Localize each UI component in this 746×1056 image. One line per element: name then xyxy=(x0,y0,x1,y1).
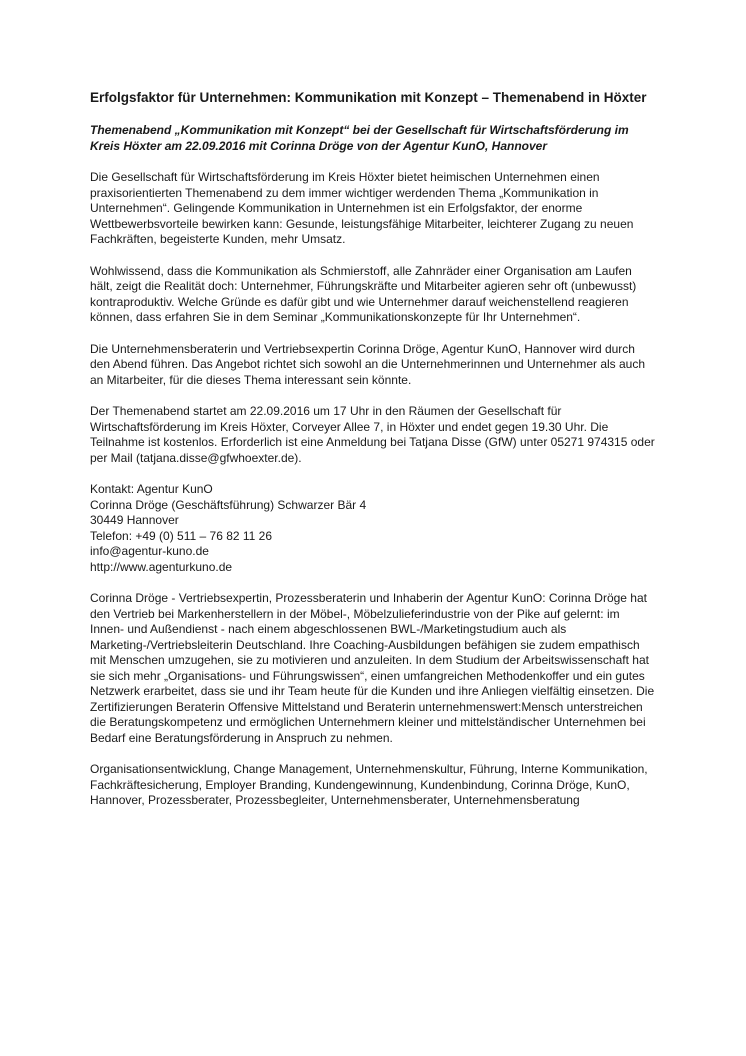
paragraph-bio: Corinna Dröge - Vertriebsexpertin, Prozessberaterin und Inhaberin der Agentur KunO: Corinna Dröge hat den Vertrieb bei Markenherstellern in der Möbel-, Möbelzulieferindustrie von der Pike auf gelernt: im Innen- und Außendienst - nach einem abgeschlossenen BWL-/Marketingstudium auch als Marketing-/Vertriebsleiterin Deutschland. Ihre Coaching-Ausbildungen befähigen sie zudem empathisch mit Menschen umzugehen, sie zu motivieren und anzuleiten. In dem Studium der Arbeitswissenschaft hat sie sich mehr „Organisations- und Führungswissen“, einen umfangreichen Methodenkoffer und ein gutes Netzwerk erarbeitet, dass sie und ihr Team heute für die Kunden und ihre Anliegen vielfältig einsetzen. Die Zertifizierungen Beraterin Offensive Mittelstand und Beraterin unternehmenswert:Mensch unterstreichen die Beratungskompetenz und ermöglichen Unternehmern kleiner und mittelständischer Unternehmen bei Bedarf eine Beratungsförderung in Anspruch zu nehmen. xyxy=(90,591,655,745)
contact-block xyxy=(90,482,656,575)
contact-line-website: http://www.agenturkuno.de xyxy=(90,559,233,574)
contact-line-city: 30449 Hannover xyxy=(90,513,179,527)
contact-line-company: Kontakt: Agentur KunO xyxy=(90,482,213,496)
paragraph-speaker: Die Unternehmensberaterin und Vertriebsexpertin Corinna Dröge, Agentur KunO, Hannover wird durch den Abend führen. Das Angebot richtet sich sowohl an die Unternehmerinnen und Unternehmer als auch an Mitarbeiter, für die dieses Thema interessant sein könnte. xyxy=(90,341,646,387)
contact-line-email: info@agentur-kuno.de xyxy=(90,544,209,558)
paragraph-keywords: Organisationsentwicklung, Change Management, Unternehmenskultur, Führung, Interne Kommunikation, Fachkräftesicherung, Employer Branding, Kundengewinnung, Kundenbindung, Corinna Dröge, KunO, Hannover, Prozessberater, Prozessbegleiter, Unternehmensberater, Unternehmensberatung xyxy=(90,762,648,807)
paragraph-event-details: Der Themenabend startet am 22.09.2016 um 17 Uhr in den Räumen der Gesellschaft für Wirtschaftsförderung im Kreis Höxter, Corveyer Allee 7, in Höxter und endet gegen 19.30 Uhr. Die Teilnahme ist kostenlos. Erforderlich ist eine Anmeldung bei Tatjana Disse (GfW) unter 05271 974315 oder per Mail (tatjana.disse@gfwhoexter.de). xyxy=(90,404,655,465)
contact-line-phone: Telefon: +49 (0) 511 – 76 82 11 26 xyxy=(90,528,273,543)
contact-line-person-address: Corinna Dröge (Geschäftsführung) Schwarzer Bär 4 xyxy=(90,497,367,512)
document-title: Erfolgsfaktor für Unternehmen: Kommunikation mit Konzept – Themenabend in Höxter xyxy=(90,90,647,105)
paragraph-lead: Die Gesellschaft für Wirtschaftsförderung im Kreis Höxter bietet heimischen Unternehmen einen praxisorientierten Themenabend zu dem immer wichtiger werdenden Thema „Kommunikation in Unternehmen“. Gelingende Kommunikation in Unternehmen ist ein Erfolgsfaktor, der enorme Wettbewerbsvorteile bewirken kann: Gesunde, leistungsfähige Mitarbeiter, leichterer Zugang zu neuen Fachkräften, begeisterte Kunden, mehr Umsatz. xyxy=(90,170,634,246)
document-subtitle: Themenabend „Kommunikation mit Konzept“ bei der Gesellschaft für Wirtschaftsförderung im Kreis Höxter am 22.09.2016 mit Corinna Dröge von der Agentur KunO, Hannover xyxy=(90,123,629,153)
paragraph-communication: Wohlwissend, dass die Kommunikation als Schmierstoff, alle Zahnräder einer Organisation am Laufen hält, zeigt die Realität doch: Unternehmer, Führungskräfte und Mitarbeiter agieren sehr oft (unbewusst) kontraproduktiv. Welche Gründe es dafür gibt und wie Unternehmer darauf weichenstellend reagieren können, dass erfahren Sie in dem Seminar „Kommunikationskonzepte für Ihr Unternehmen“. xyxy=(90,263,637,324)
